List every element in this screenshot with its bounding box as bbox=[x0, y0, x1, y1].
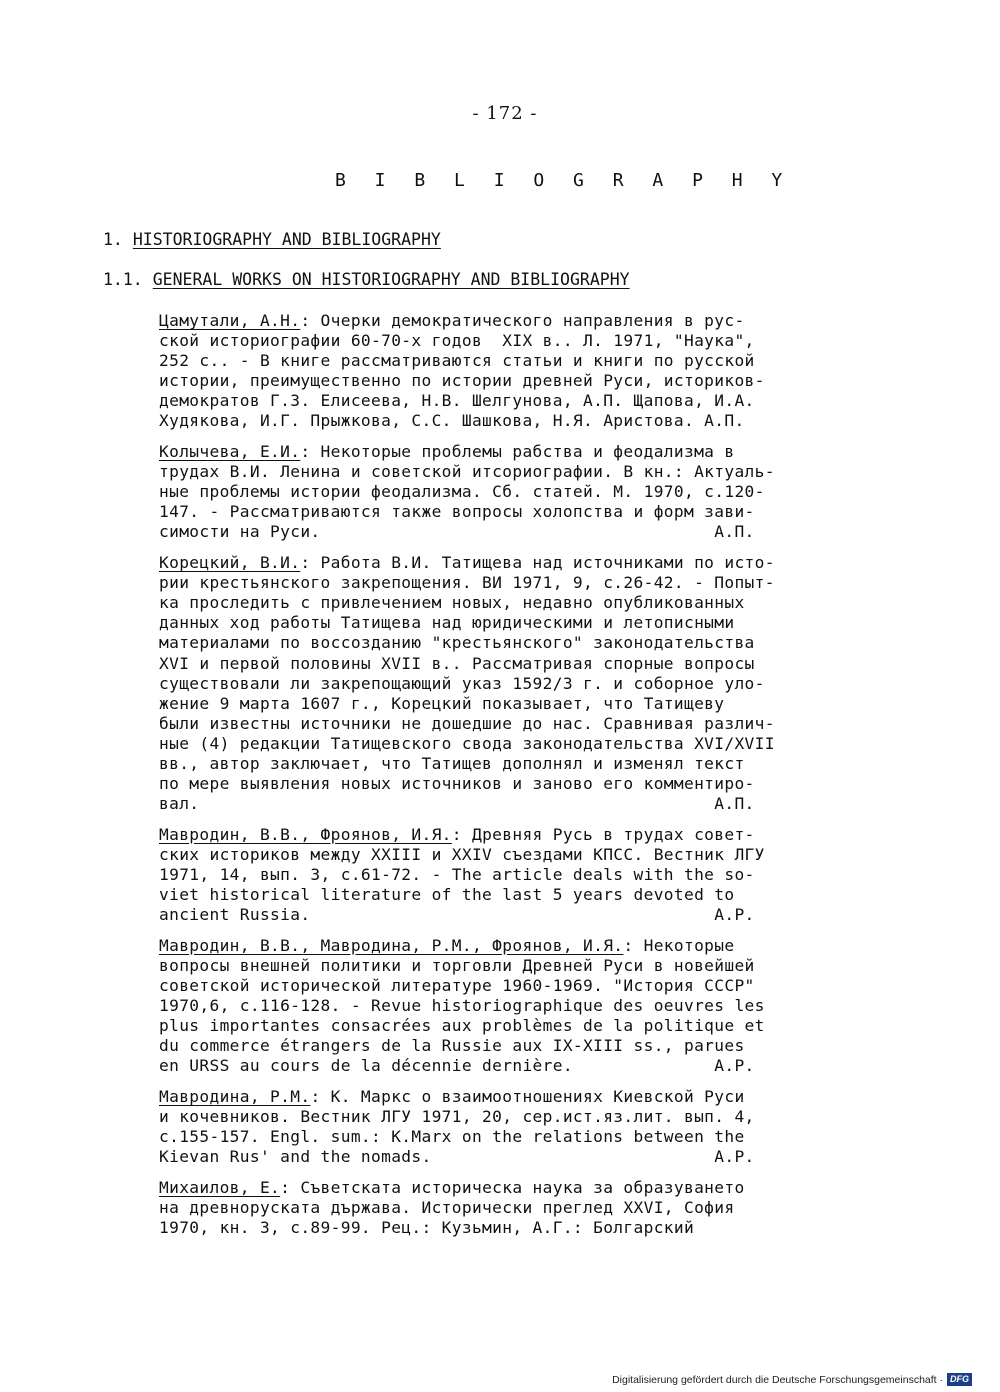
entry-author: Колычева, Е.И. bbox=[159, 442, 301, 462]
entry-line: по мере выявления новых источников и заново его комментиро- bbox=[159, 774, 755, 794]
bibliography-entry bbox=[159, 936, 879, 1077]
entry-line: : Древняя Русь в трудах совет- bbox=[451, 824, 755, 844]
entry-line: 1971, 14, вып. 3, с.61-72. - The article deals with the so- bbox=[159, 864, 755, 884]
entry-line: рии крестьянского закрепощения. ВИ 1971, 9, с.26-42. - Попыт- bbox=[159, 573, 775, 593]
bibliography-entry bbox=[159, 311, 879, 432]
entry-line: были известны источники не дошедшие до нас. Сравнивая различ- bbox=[159, 713, 775, 733]
entry-line: Худякова, И.Г. Прыжкова, С.С. Шашкова, Н.Я. Аристова. А.П. bbox=[159, 411, 745, 431]
entry-line: и кочевников. Вестник ЛГУ 1971, 20, сер.ист.яз.лит. вып. 4, bbox=[159, 1106, 755, 1126]
dfg-logo: DFG bbox=[947, 1373, 972, 1386]
entry-line: существовали ли закрепощающий указ 1592/3 г. и соборное уло- bbox=[159, 673, 765, 693]
entry-line: : Съветската историческа наука за образуването bbox=[280, 1177, 745, 1197]
entry-line: viet historical literature of the last 5 years devoted to bbox=[159, 885, 735, 905]
entry-line: Kievan Rus' and the nomads. A.P. bbox=[159, 1147, 755, 1167]
entry-line: ные (4) редакции Татищевского свода законодательства XVI/XVII bbox=[159, 733, 775, 753]
footer bbox=[612, 1373, 972, 1386]
entry-author: Цамутали, А.Н. bbox=[159, 311, 301, 330]
entry-line: : Некоторые проблемы рабства и феодализма в bbox=[300, 442, 735, 462]
entry-line: ской историографии 60-70-х годов XIX в.. Л. 1971, "Наука", bbox=[159, 331, 755, 351]
entry-line: 1970, кн. 3, с.89-99. Рец.: Кузьмин, А.Г.: Болгарский bbox=[159, 1217, 695, 1237]
subsection-title: GENERAL WORKS ON HISTORIOGRAPHY AND BIBLIOGRAPHY bbox=[152, 270, 630, 289]
entry-author: Мавродина, Р.М. bbox=[159, 1086, 311, 1106]
entry-line: ка проследить с привлечением новых, недавно опубликованных bbox=[159, 593, 745, 613]
entry-line: : К. Маркс о взаимоотношениях Киевской Руси bbox=[310, 1086, 745, 1106]
entry-line: plus importantes consacrées aux problèmes de la politique et bbox=[159, 1016, 765, 1036]
entry-line: 147. - Рассматриваются также вопросы холопства и форм зави- bbox=[159, 502, 755, 522]
bibliography-entry bbox=[159, 1087, 879, 1167]
subsection-heading bbox=[103, 270, 630, 289]
entry-line: симости на Руси. А.П. bbox=[159, 522, 755, 542]
bibliography-list bbox=[159, 311, 879, 1249]
entry-line: du commerce étrangers de la Russie aux IX-XIII ss., parues bbox=[159, 1036, 745, 1056]
footer-text: Digitalisierung gefördert durch die Deutsche Forschungsgemeinschaft · bbox=[612, 1373, 943, 1386]
bibliography-entry bbox=[159, 442, 879, 542]
entry-line: вв., автор заключает, что Татищев дополнял и изменял текст bbox=[159, 753, 745, 773]
entry-line: 252 с.. - В книге рассматриваются статьи и книги по русской bbox=[159, 351, 755, 371]
entry-line: ancient Russia. A.P. bbox=[159, 905, 755, 925]
entry-line: 1970,6, с.116-128. - Revue historiographique des oeuvres les bbox=[159, 996, 765, 1015]
entry-line: вал. А.П. bbox=[159, 794, 755, 814]
entry-author: Михаилов, Е. bbox=[159, 1177, 281, 1197]
entry-line: на древноруската държава. Исторически преглед XXVI, София bbox=[159, 1197, 735, 1217]
entry-author: Корецкий, В.И. bbox=[159, 553, 301, 573]
entry-line: вопросы внешней политики и торговли Древней Руси в новейшей bbox=[159, 955, 755, 975]
document-title: B I B L I O G R A P H Y bbox=[335, 170, 792, 191]
entry-line: истории, преимущественно по истории древней Руси, историков- bbox=[159, 371, 765, 391]
entry-line: советской исторической литературе 1960-1969. "История СССР" bbox=[159, 975, 755, 995]
entry-line: демократов Г.З. Елисеева, Н.В. Шелгунова, А.П. Щапова, И.А. bbox=[159, 391, 755, 411]
bibliography-entry bbox=[159, 1178, 879, 1238]
page-number: - 172 - bbox=[472, 103, 538, 124]
bibliography-entry bbox=[159, 553, 879, 814]
section-number: 1. bbox=[103, 230, 123, 249]
entry-author: Мавродин, В.В., Фроянов, И.Я. bbox=[159, 824, 452, 844]
entry-line: XVI и первой половины XVII в.. Рассматривая спорные вопросы bbox=[159, 653, 755, 673]
entry-line: с.155-157. Engl. sum.: K.Marx on the relations between the bbox=[159, 1127, 745, 1147]
entry-line: данных ход работы Татищева над юридическими и летописными bbox=[159, 613, 735, 633]
entry-line: ные проблемы истории феодализма. Сб. статей. М. 1970, с.120- bbox=[159, 482, 765, 502]
entry-line: трудах В.И. Ленина и советской итсориографии. В кн.: Актуаль- bbox=[159, 462, 775, 482]
entry-line: : Очерки демократического направления в рус- bbox=[300, 311, 745, 330]
entry-line: : Работа В.И. Татищева над источниками по исто- bbox=[300, 553, 775, 573]
section-title: HISTORIOGRAPHY AND BIBLIOGRAPHY bbox=[132, 230, 441, 249]
entry-line: материалами по воссозданию "крестьянского" законодательства bbox=[159, 633, 755, 653]
entry-line: ских историков между XXIII и XXIV съездами КПСС. Вестник ЛГУ bbox=[159, 844, 765, 864]
section-heading bbox=[103, 230, 441, 249]
entry-line: жение 9 марта 1607 г., Корецкий показывает, что Татищеву bbox=[159, 693, 725, 713]
subsection-number: 1.1. bbox=[103, 270, 143, 289]
bibliography-entry bbox=[159, 825, 879, 925]
entry-author: Мавродин, В.В., Мавродина, Р.М., Фроянов, И.Я. bbox=[159, 935, 624, 955]
entry-line: en URSS au cours de la décennie dernière. A.P. bbox=[159, 1056, 755, 1076]
entry-line: : Некоторые bbox=[623, 935, 735, 955]
